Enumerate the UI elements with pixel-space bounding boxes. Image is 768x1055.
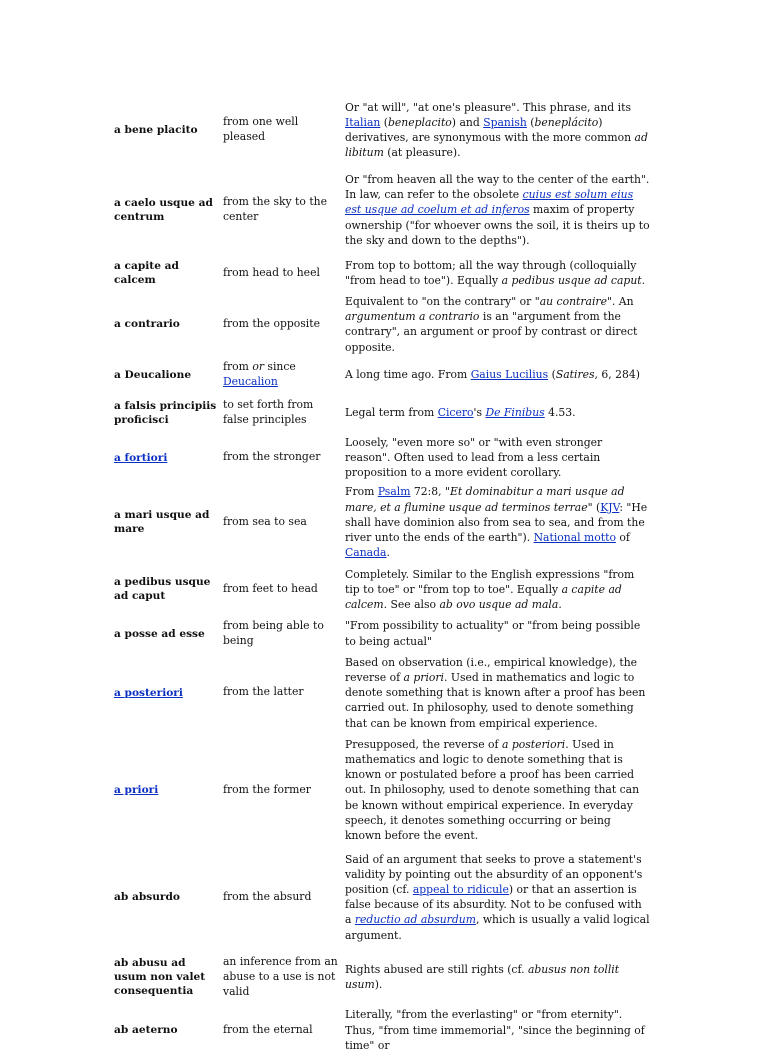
latin-term-cell <box>112 482 221 562</box>
text-segment: A long time ago. From <box>345 368 471 382</box>
latin-term: ab aeterno <box>114 1024 178 1037</box>
table-row <box>112 393 652 433</box>
latin-term: a posse ad esse <box>114 627 205 640</box>
text-segment: . <box>558 598 562 612</box>
latin-term-cell <box>112 735 221 845</box>
notes-cell <box>343 393 652 433</box>
text-segment: ( <box>526 115 535 129</box>
italic-text: beneplácito <box>534 115 599 129</box>
latin-phrases-table <box>112 94 652 1055</box>
notes-cell <box>343 254 652 292</box>
text-segment: Rights abused are still rights (cf. <box>345 963 528 977</box>
text-segment: an inference from an abuse to a use is not valid <box>223 955 338 998</box>
text-segment: Based on observation (i.e., empirical knowledge), the reverse of <box>345 655 638 685</box>
latin-term-cell <box>112 562 221 616</box>
text-segment: ) derivatives, are synonymous with the more common <box>345 115 635 144</box>
text-segment: . Used in mathematics and logic to denote something that is known after a proof has been carried out. In philosophy, used to denote something that can be known from empirical experience. <box>345 671 646 730</box>
text-segment: from one well pleased <box>223 115 299 143</box>
text-segment: from the eternal <box>223 1022 313 1036</box>
translation-cell <box>221 393 343 433</box>
text-segment: (at pleasure). <box>383 146 461 160</box>
latin-term: a pedibus usque ad caput <box>114 576 211 603</box>
notes-cell <box>343 292 652 357</box>
text-segment: 4.53. <box>544 406 576 420</box>
text-segment: From top to bottom; all the way through (colloquially "from head to toe"). Equally <box>345 258 637 287</box>
notes-cell <box>343 845 652 949</box>
text-segment: ( <box>380 115 388 129</box>
text-segment: . <box>386 546 390 560</box>
table-row <box>112 651 652 735</box>
latin-term-cell <box>112 166 221 254</box>
italic-text: a posteriori <box>501 737 566 751</box>
text-segment: from head to heel <box>223 265 320 279</box>
spanish-link[interactable]: Spanish <box>483 115 527 129</box>
italic-text: a pedibus usque ad caput <box>501 274 642 287</box>
text-segment: ). <box>374 978 383 992</box>
cicero-link[interactable]: Cicero <box>437 406 474 420</box>
table-row <box>112 292 652 357</box>
latin-term: a capite ad calcem <box>114 260 179 286</box>
translation-cell <box>221 482 343 562</box>
translation-cell <box>221 616 343 650</box>
italic-text: au contraire <box>539 295 607 308</box>
text-segment: ) or that an assertion is false because of its absurdity. Not to be confused with a <box>345 883 642 927</box>
text-segment: from the latter <box>223 685 304 699</box>
table-row <box>112 735 652 845</box>
text-segment: 's <box>473 406 486 420</box>
translation-cell <box>221 651 343 735</box>
text-segment: from the former <box>223 782 311 796</box>
latin-term-cell <box>112 292 221 357</box>
italic-text: ab ovo usque ad mala <box>439 598 559 612</box>
table-row <box>112 562 652 616</box>
latin-term: a falsis principiis proficisci <box>114 399 217 426</box>
translation-cell <box>221 166 343 254</box>
italic-text: beneplacito <box>388 115 452 129</box>
latin-term-cell <box>112 845 221 949</box>
text-segment: maxim of property ownership ("for whoever owns the soil, it is theirs up to the sky and down to the depths"). <box>345 203 650 247</box>
latin-term: ab absurdo <box>114 891 180 904</box>
text-segment: is an "argument from the contrary", an argument or proof by contrast or direct opposite. <box>345 310 638 354</box>
table-row <box>112 1005 652 1055</box>
text-segment: from feet to head <box>223 582 318 596</box>
text-segment: from the opposite <box>223 317 320 330</box>
text-segment: , which is usually a valid logical argument. <box>345 913 650 942</box>
latin-term: a bene placito <box>114 124 198 136</box>
translation-cell <box>221 94 343 166</box>
latin-term-cell <box>112 393 221 433</box>
table-body <box>112 94 652 1055</box>
translation-cell <box>221 735 343 845</box>
de-finibus-link[interactable]: De Finibus <box>485 406 545 420</box>
table-row <box>112 433 652 483</box>
latin-term-cell <box>112 254 221 292</box>
table-row <box>112 845 652 949</box>
translation-cell <box>221 254 343 292</box>
text-segment: " ( <box>587 500 601 514</box>
translation-cell <box>221 433 343 483</box>
text-segment: , 6, 284) <box>594 368 640 382</box>
latin-term: a caelo usque ad centrum <box>114 197 213 223</box>
a-fortiori-link[interactable]: a fortiori <box>114 451 168 464</box>
latin-term-cell <box>112 433 221 483</box>
text-segment: Literally, "from the everlasting" or "from eternity". Thus, "from time immemorial", "since the beginning of time" or <box>345 1008 645 1052</box>
notes-cell <box>343 94 652 166</box>
cuius-est-solum-eius-est-usque-ad-coelum-et-ad-inferos-link[interactable]: cuius est solum eius est usque ad coelum et ad inferos <box>345 188 634 217</box>
text-segment: Said of an argument that seeks to prove a statement's validity by pointing out the absurdity of an opponent's position (cf. <box>345 852 643 897</box>
notes-cell <box>343 482 652 562</box>
italic-text: or <box>252 360 264 374</box>
text-segment: Loosely, "even more so" or "with even stronger reason". Often used to lead from a less certain proposition to a more evident corollary. <box>345 435 603 480</box>
notes-cell <box>343 735 652 845</box>
appeal-to-ridicule-link[interactable]: appeal to ridicule <box>412 883 509 897</box>
text-segment: Or "from heaven all the way to the center of the earth". In law, can refer to the obsolete <box>345 172 650 202</box>
table-row <box>112 616 652 650</box>
kjv-link[interactable]: KJV <box>600 500 620 514</box>
gaius-lucilius-link[interactable]: Gaius Lucilius <box>470 368 549 382</box>
text-segment: of <box>615 531 630 545</box>
latin-term-cell <box>112 616 221 650</box>
latin-term: a contrario <box>114 318 180 331</box>
notes-cell <box>343 1005 652 1055</box>
national-motto-link[interactable]: National motto <box>533 531 616 545</box>
a-posteriori-link[interactable]: a posteriori <box>114 686 183 699</box>
table-row <box>112 357 652 393</box>
table-row <box>112 254 652 292</box>
latin-term: a Deucalione <box>114 368 192 381</box>
text-segment: . See also <box>383 598 440 612</box>
latin-term: ab abusu ad usum non valet consequentia <box>114 957 206 998</box>
text-segment: From <box>345 485 378 499</box>
translation-cell <box>221 357 343 393</box>
italic-text: a priori <box>403 671 445 685</box>
text-segment: to set forth from false principles <box>223 398 314 426</box>
notes-cell <box>343 562 652 616</box>
table-row <box>112 166 652 254</box>
reductio-ad-absurdum-link[interactable]: reductio ad absurdum <box>354 913 476 927</box>
notes-cell <box>343 949 652 1005</box>
text-segment: from the stronger <box>223 450 321 464</box>
text-segment: ( <box>548 368 556 382</box>
italic-text: a capite ad calcem <box>345 582 622 612</box>
text-segment: Legal term from <box>345 406 438 420</box>
text-segment: from being able to being <box>223 618 324 647</box>
text-segment: Presupposed, the reverse of <box>345 737 502 751</box>
italic-text: argumentum a contrario <box>345 310 480 324</box>
table-row <box>112 482 652 562</box>
latin-term-cell <box>112 949 221 1005</box>
text-segment: Equivalent to "on the contrary" or " <box>345 295 540 308</box>
translation-cell <box>221 1005 343 1055</box>
italian-link[interactable]: Italian <box>345 115 381 129</box>
translation-cell <box>221 292 343 357</box>
text-segment: since <box>264 360 296 374</box>
translation-cell <box>221 562 343 616</box>
psalm-link[interactable]: Psalm <box>377 485 411 499</box>
text-segment: 72:8, " <box>410 485 450 499</box>
text-segment: : "He shall have dominion also from sea to sea, and from the river unto the ends of the earth"). <box>345 500 648 545</box>
notes-cell <box>343 166 652 254</box>
latin-term: a mari usque ad mare <box>114 509 210 536</box>
latin-term-cell <box>112 651 221 735</box>
text-segment: from the sky to the center <box>223 195 328 223</box>
text-segment: ) and <box>451 115 484 129</box>
canada-link[interactable]: Canada <box>345 546 387 560</box>
latin-term-cell <box>112 1005 221 1055</box>
text-segment: ". An <box>606 295 634 308</box>
italic-text: ad libitum <box>345 131 648 160</box>
text-segment: from the absurd <box>223 889 312 903</box>
latin-term-cell <box>112 94 221 166</box>
table-row <box>112 94 652 166</box>
text-segment: from sea to sea <box>223 515 307 529</box>
notes-cell <box>343 357 652 393</box>
text-segment: from <box>223 360 253 374</box>
italic-text: abusus non tollit usum <box>345 963 620 992</box>
a-priori-link[interactable]: a priori <box>114 784 159 797</box>
translation-cell <box>221 845 343 949</box>
translation-cell <box>221 949 343 1005</box>
text-segment: . Used in mathematics and logic to denote something that is known or postulated before a proof has been carried out. In philosophy, used to denote something that can be known without empirical experience. In everyday speech, it denotes something occurring or being known before the event. <box>345 737 640 843</box>
notes-cell <box>343 651 652 735</box>
notes-cell <box>343 433 652 483</box>
notes-cell <box>343 616 652 650</box>
text-segment: "From possibility to actuality" or "from being possible to being actual" <box>345 619 641 648</box>
table-row <box>112 949 652 1005</box>
italic-text: Satires <box>555 368 595 382</box>
text-segment: Or "at will", "at one's pleasure". This phrase, and its <box>345 100 631 114</box>
text-segment: . <box>641 274 646 287</box>
latin-term-cell <box>112 357 221 393</box>
italic-text: Et dominabitur a mari usque ad mare, et a flumine usque ad terminos terrae <box>345 485 625 514</box>
text-segment: Completely. Similar to the English expressions "from tip to toe" or "from top to toe". Equally <box>345 567 635 596</box>
deucalion-link[interactable]: Deucalion <box>223 374 278 388</box>
